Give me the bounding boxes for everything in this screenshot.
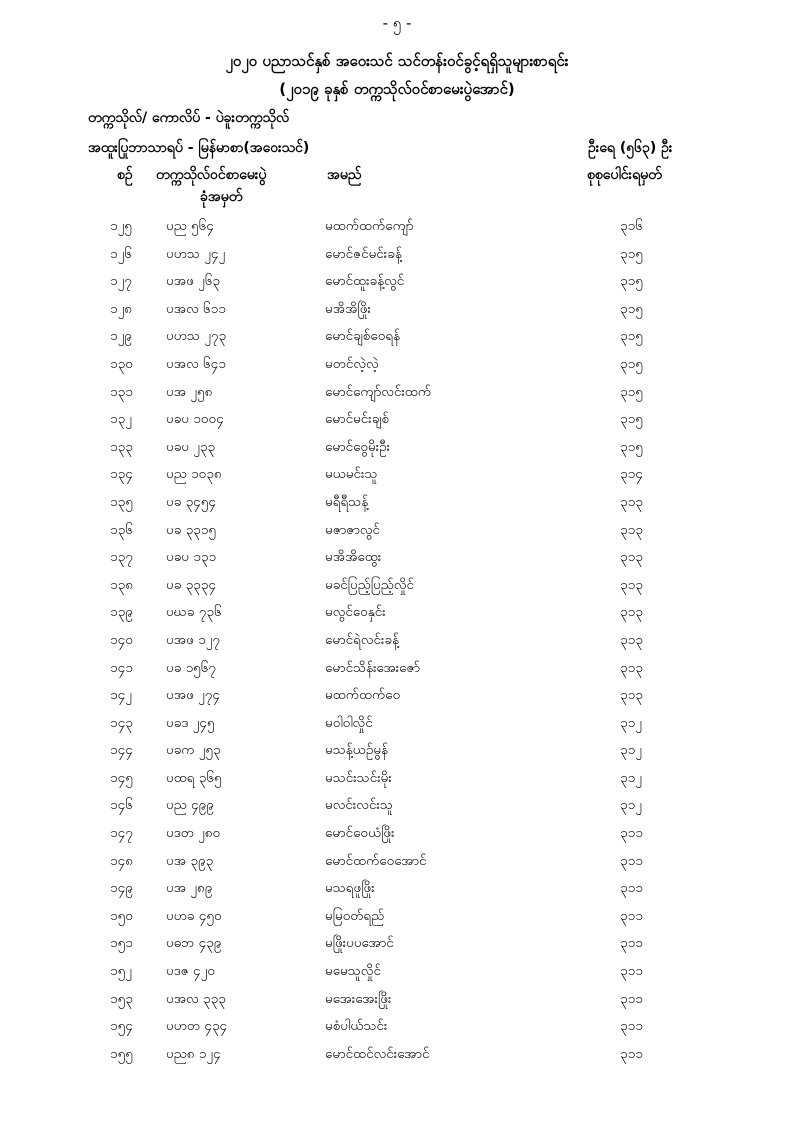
row-roll-number: ပဟသ ၂၇၃	[166, 328, 227, 345]
row-roll-number: ပထရ ၃၆၅	[166, 769, 222, 786]
row-number: ၁၄၆	[110, 797, 133, 814]
row-name: မအိအိဖြိုး	[325, 300, 371, 317]
row-number: ၁၄၃	[110, 714, 133, 731]
column-header-roll: တက္ကသိုလ်ဝင်စာမေးပွဲ	[156, 167, 267, 183]
row-roll-number: ပခ ၃၄၅၄	[166, 493, 216, 510]
row-roll-number: ပအ ၂၅၈	[166, 383, 213, 400]
table-row	[0, 907, 794, 935]
row-number: ၁၅၂	[110, 963, 132, 980]
row-score: ၃၁၃	[620, 521, 643, 538]
page-number: - ၅ -	[382, 14, 412, 32]
row-score: ၃၁၅	[620, 383, 643, 400]
row-roll-number: ပခ ၁၅၆၇	[166, 659, 216, 676]
row-number: ၁၃၄	[110, 466, 133, 483]
row-name: မလွင်ဝေနှင်း	[325, 604, 386, 621]
table-row	[0, 383, 794, 411]
row-number: ၁၃၇	[110, 549, 133, 566]
row-roll-number: ပည ၅၆၄	[166, 218, 214, 234]
row-score: ၃၁၄	[620, 466, 643, 483]
row-name: မဖြိုးပပအောင်	[325, 935, 394, 952]
row-number: ၁၅၃	[110, 990, 133, 1007]
row-name: မောင်ထူးခန့်လွင်	[325, 273, 405, 290]
row-name: မောင်သိန်းအေးဇော်	[325, 659, 421, 676]
row-score: ၃၁၁	[620, 935, 643, 952]
document-title: ၂၀၂၀ ပညာသင်နှစ် အဝေးသင် သင်တန်းဝင်ခွင့်ရရှိသူများစာရင်း	[225, 52, 569, 70]
row-roll-number: ပခက ၂၅၃	[166, 742, 221, 759]
row-name: မောင်ချစ်ဝေရန်	[325, 328, 401, 345]
row-number: ၁၃၆	[110, 521, 133, 538]
table-row	[0, 796, 794, 824]
row-roll-number: ပအလ ၆၁၁	[166, 300, 226, 317]
column-header-score: စုစုပေါင်းရမှတ်	[587, 167, 662, 183]
row-roll-number: ပည ၁၀၃၈	[166, 466, 222, 483]
row-number: ၁၅၄	[110, 1018, 133, 1035]
column-header-name: အမည်	[327, 167, 362, 183]
row-score: ၃၁၃	[620, 631, 643, 648]
table-row	[0, 576, 794, 604]
row-roll-number: ပခ ၃၃၁၅	[166, 521, 216, 538]
table-row	[0, 272, 794, 300]
table-row	[0, 852, 794, 880]
table-row	[0, 686, 794, 714]
row-score: ၃၁၅	[620, 245, 643, 262]
row-number: ၁၃၂	[110, 411, 132, 428]
row-name: မောင်ရဲလင်းခန့်	[325, 631, 399, 648]
table-row	[0, 327, 794, 355]
row-roll-number: ပအလ ၃၃၃	[166, 990, 226, 1007]
row-roll-number: ပအဖ ၁၂၇	[166, 631, 220, 648]
row-roll-number: ပခပ ၁၀၀၄	[166, 411, 224, 428]
table-row	[0, 934, 794, 962]
table-row	[0, 1045, 794, 1073]
table-row	[0, 493, 794, 521]
column-header-number: စဉ်	[117, 167, 133, 183]
row-name: မောင်မင်းချစ်	[325, 411, 390, 428]
row-score: ၃၁၃	[620, 659, 643, 676]
row-score: ၃၁၁	[620, 880, 643, 897]
row-number: ၁၅၅	[110, 1045, 133, 1062]
table-row	[0, 631, 794, 659]
table-row	[0, 741, 794, 769]
table-row	[0, 355, 794, 383]
row-name: မမြဝတ်ရည်	[325, 907, 385, 924]
row-name: မရီရီသန့်	[325, 493, 369, 510]
row-roll-number: ပဒဇ ၄၂၀	[166, 963, 215, 980]
row-number: ၁၂၇	[110, 273, 132, 290]
table-row	[0, 245, 794, 273]
row-roll-number: ပဟခ ၄၅၀	[166, 907, 222, 924]
row-roll-number: ပခဒ ၂၄၅	[166, 714, 215, 731]
row-name: မစံပါယ်သင်း	[325, 1018, 388, 1035]
column-header-roll-line2: ခုံအမှတ်	[200, 189, 243, 205]
row-roll-number: ပခပ ၁၃၁	[166, 549, 217, 566]
table-row	[0, 769, 794, 797]
table-row	[0, 438, 794, 466]
row-roll-number: ပအဖ ၂၆၃	[166, 273, 220, 290]
table-row	[0, 962, 794, 990]
row-number: ၁၄၂	[110, 687, 132, 704]
table-row	[0, 714, 794, 742]
table-row	[0, 990, 794, 1018]
row-roll-number: ပခ ၃၃၃၄	[166, 576, 216, 593]
table-row	[0, 410, 794, 438]
row-name: မောင်ဝေယံဖြိုး	[325, 825, 395, 842]
university-label: တက္ကသိုလ်/ ကောလိပ် - ပဲခူးတက္ကသိုလ်	[88, 110, 290, 126]
row-roll-number: ပဓဘ ၄၃၉	[166, 935, 222, 952]
row-name: မောင်ထင်လင်းအောင်	[325, 1045, 430, 1062]
row-roll-number: ပဃခ ၇၃၆	[166, 604, 222, 621]
row-score: ၃၁၃	[620, 576, 643, 593]
row-name: မောင်ဇင်မင်းခန့်	[325, 245, 402, 262]
row-score: ၃၁၅	[620, 300, 643, 317]
table-row	[0, 521, 794, 549]
row-name: မသင်းသင်းမိုး	[325, 769, 392, 786]
row-number: ၁၃၀	[110, 355, 133, 372]
table-row	[0, 659, 794, 687]
row-number: ၁၂၈	[110, 300, 132, 317]
row-name: မအိအိထွေး	[325, 549, 382, 566]
row-score: ၃၁၂	[620, 797, 642, 814]
row-number: ၁၄၁	[110, 659, 133, 676]
row-name: မောင်ထက်ဝေအောင်	[325, 852, 427, 869]
row-roll-number: ပဒတ ၂၈၀	[166, 825, 221, 842]
student-count: ဦးရေ (၅၆၃) ဦး	[588, 140, 673, 156]
row-name: မခင်ပြည့်ပြည့်လှိုင်	[325, 576, 414, 593]
row-number: ၁၅၁	[110, 935, 133, 952]
row-number: ၁၄၅	[110, 769, 133, 786]
row-name: မောင်ကျော်လင်းထက်	[325, 383, 432, 400]
row-number: ၁၃၈	[110, 576, 133, 593]
row-number: ၁၃၉	[110, 604, 133, 621]
table-row	[0, 465, 794, 493]
row-number: ၁၄၀	[110, 631, 133, 648]
row-score: ၃၁၃	[620, 687, 643, 704]
table-row	[0, 824, 794, 852]
row-roll-number: ပဟသ ၂၄၂	[166, 245, 226, 262]
row-number: ၁၄၇	[110, 825, 133, 842]
results-list	[0, 217, 794, 1072]
row-score: ၃၁၁	[620, 990, 643, 1007]
row-score: ၃၁၁	[620, 963, 643, 980]
row-name: မဇာဇာလွင်	[325, 521, 381, 538]
row-name: မလင်းလင်းသူ	[325, 797, 393, 814]
row-name: မဝါဝါလှိုင်	[325, 714, 373, 731]
row-score: ၃၁၅	[620, 411, 643, 428]
row-number: ၁၂၉	[110, 328, 132, 345]
row-name: မယမင်းသူ	[325, 466, 378, 483]
row-score: ၃၁၂	[620, 769, 642, 786]
table-row	[0, 1017, 794, 1045]
subject-label: အထူးပြုဘာသာရပ် - မြန်မာစာ(အဝေးသင်)	[88, 140, 310, 156]
row-roll-number: ပအဖ ၂၇၄	[166, 687, 220, 704]
table-row	[0, 879, 794, 907]
row-name: မသန့်ယဉ်မွန်	[325, 742, 389, 759]
row-name: မထက်ထက်ဝေ	[325, 687, 401, 704]
row-roll-number: ပအ ၂၈၉	[166, 880, 213, 897]
row-score: ၃၁၆	[620, 218, 643, 234]
row-name: မမေသူလှိုင်	[325, 963, 381, 980]
document-subtitle: (၂၀၁၉ ခုနှစ် တက္ကသိုလ်ဝင်စာမေးပွဲအောင်)	[279, 80, 515, 98]
row-roll-number: ပဟတ ၄၃၄	[166, 1018, 228, 1035]
row-number: ၁၂၅	[110, 218, 132, 234]
row-number: ၁၄၉	[110, 880, 133, 897]
row-score: ၃၁၅	[620, 273, 643, 290]
table-row	[0, 300, 794, 328]
row-score: ၃၁၂	[620, 714, 642, 731]
row-roll-number: ပအ ၃၉၃	[166, 852, 214, 869]
row-score: ၃၁၁	[620, 825, 643, 842]
row-name: မောင်ဝွေမိုးဦး	[325, 438, 391, 455]
row-number: ၁၃၅	[110, 493, 133, 510]
row-score: ၃၁၁	[620, 1045, 643, 1062]
row-number: ၁၃၁	[110, 383, 133, 400]
row-score: ၃၁၃	[620, 549, 643, 566]
row-score: ၃၁၁	[620, 907, 643, 924]
row-score: ၃၁၂	[620, 742, 642, 759]
row-number: ၁၄၈	[110, 852, 133, 869]
table-row	[0, 548, 794, 576]
row-name: မသရဖူဖြိုး	[325, 880, 375, 897]
row-roll-number: ပအလ ၆၄၁	[166, 355, 226, 372]
row-score: ၃၁၁	[620, 852, 643, 869]
row-score: ၃၁၅	[620, 328, 643, 345]
table-row	[0, 217, 794, 245]
row-score: ၃၁၃	[620, 493, 643, 510]
row-number: ၁၂၆	[110, 245, 132, 262]
row-number: ၁၄၄	[110, 742, 133, 759]
row-score: ၃၁၃	[620, 604, 643, 621]
row-roll-number: ပခပ ၂၃၃	[166, 438, 216, 455]
table-row	[0, 603, 794, 631]
row-score: ၃၁၁	[620, 1018, 643, 1035]
row-score: ၃၁၅	[620, 438, 643, 455]
row-name: မအေးအေးဖြိုး	[325, 990, 392, 1007]
row-roll-number: ပည ၄၉၉	[166, 797, 214, 814]
row-number: ၁၅၀	[110, 907, 133, 924]
row-name: မထက်ထက်ကျော်	[325, 218, 414, 234]
row-number: ၁၃၃	[110, 438, 133, 455]
row-score: ၃၁၅	[620, 355, 643, 372]
row-name: မတင်လဲ့လဲ့	[325, 355, 379, 372]
row-roll-number: ပည၈ ၁၂၄	[166, 1045, 221, 1062]
